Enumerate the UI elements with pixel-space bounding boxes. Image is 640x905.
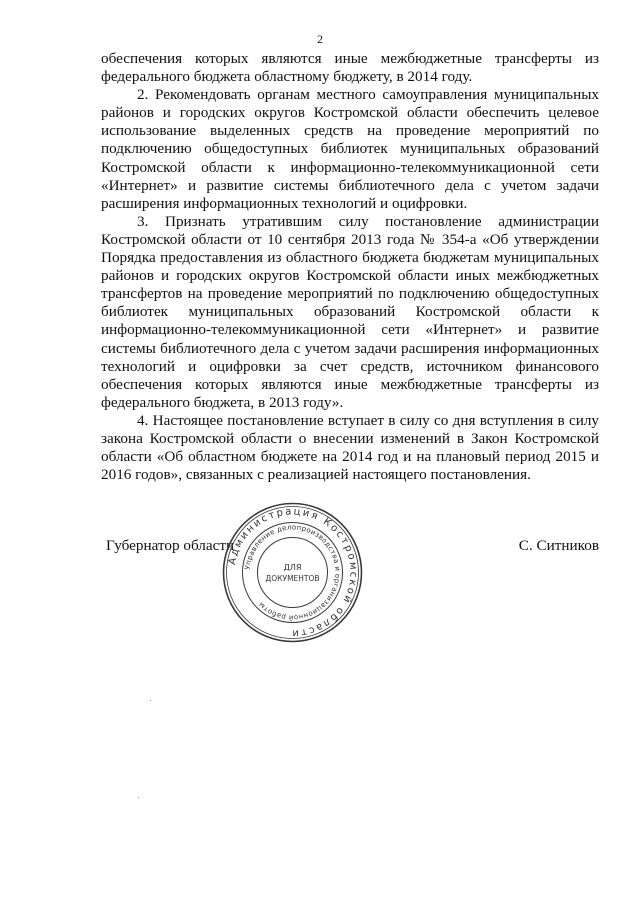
scan-speck: [150, 700, 151, 701]
paragraph-4: 4. Настоящее постановление вступает в силу со дня вступления в силу закона Костромской области о внесении изменений в Закон Костромской области «Об областном бюджете на 2014 год и на плановый период 2015 и 2016 годов», связанных с реализацией настоящего постановления.: [101, 411, 599, 484]
signatory-title: Губернатор области: [106, 537, 235, 554]
seal-center-line-1: ДЛЯ: [283, 563, 302, 572]
seal-inner-text: Управление делопроизводства и организационной работы: [243, 523, 342, 622]
scan-speck: [138, 797, 139, 798]
official-seal-stamp: [220, 500, 365, 645]
page-number: 2: [317, 32, 323, 46]
paragraph-3: 3. Признать утратившим силу постановление администрации Костромской области от 10 сентября 2013 года № 354-а «Об утверждении Порядка предоставления из областного бюджета бюджетам муниципальных районов и городских округов Костромской области иных межбюджетных трансфертов на проведение мероприятий по подключению общедоступных библиотек муниципальных образований Костромской области к информационно-телекоммуникационной сети «Интернет» и развитие системы библиотечного дела с учетом задачи расширения информационных технологий и оцифровки за счет средств, источником финансового обеспечения которых являются иные межбюджетные трансферты из федерального бюджета, в 2013 году».: [101, 212, 599, 411]
signatory-name: С. Ситников: [518, 537, 599, 554]
paragraph-2: 2. Рекомендовать органам местного самоуправления муниципальных районов и городских округов Костромской области обеспечить целевое использование выделенных средств на проведение мероприятий по подключению общедоступных библиотек муниципальных образований Костромской области к информационно-телекоммуникационной сети «Интернет» и развитие системы библиотечного дела с учетом задачи расширения информационных технологий и оцифровки.: [101, 86, 599, 212]
svg-text:Управление делопроизводства и: [244, 523, 342, 621]
paragraph-continuation: обеспечения которых являются иные межбюджетные трансферты из федерального бюджета областному бюджету, в 2014 году.: [101, 50, 599, 86]
seal-outer-text: Администрация Костромской области: [226, 506, 359, 639]
document-body: [101, 50, 599, 484]
seal-center-line-2: ДОКУМЕНТОВ: [265, 574, 320, 583]
